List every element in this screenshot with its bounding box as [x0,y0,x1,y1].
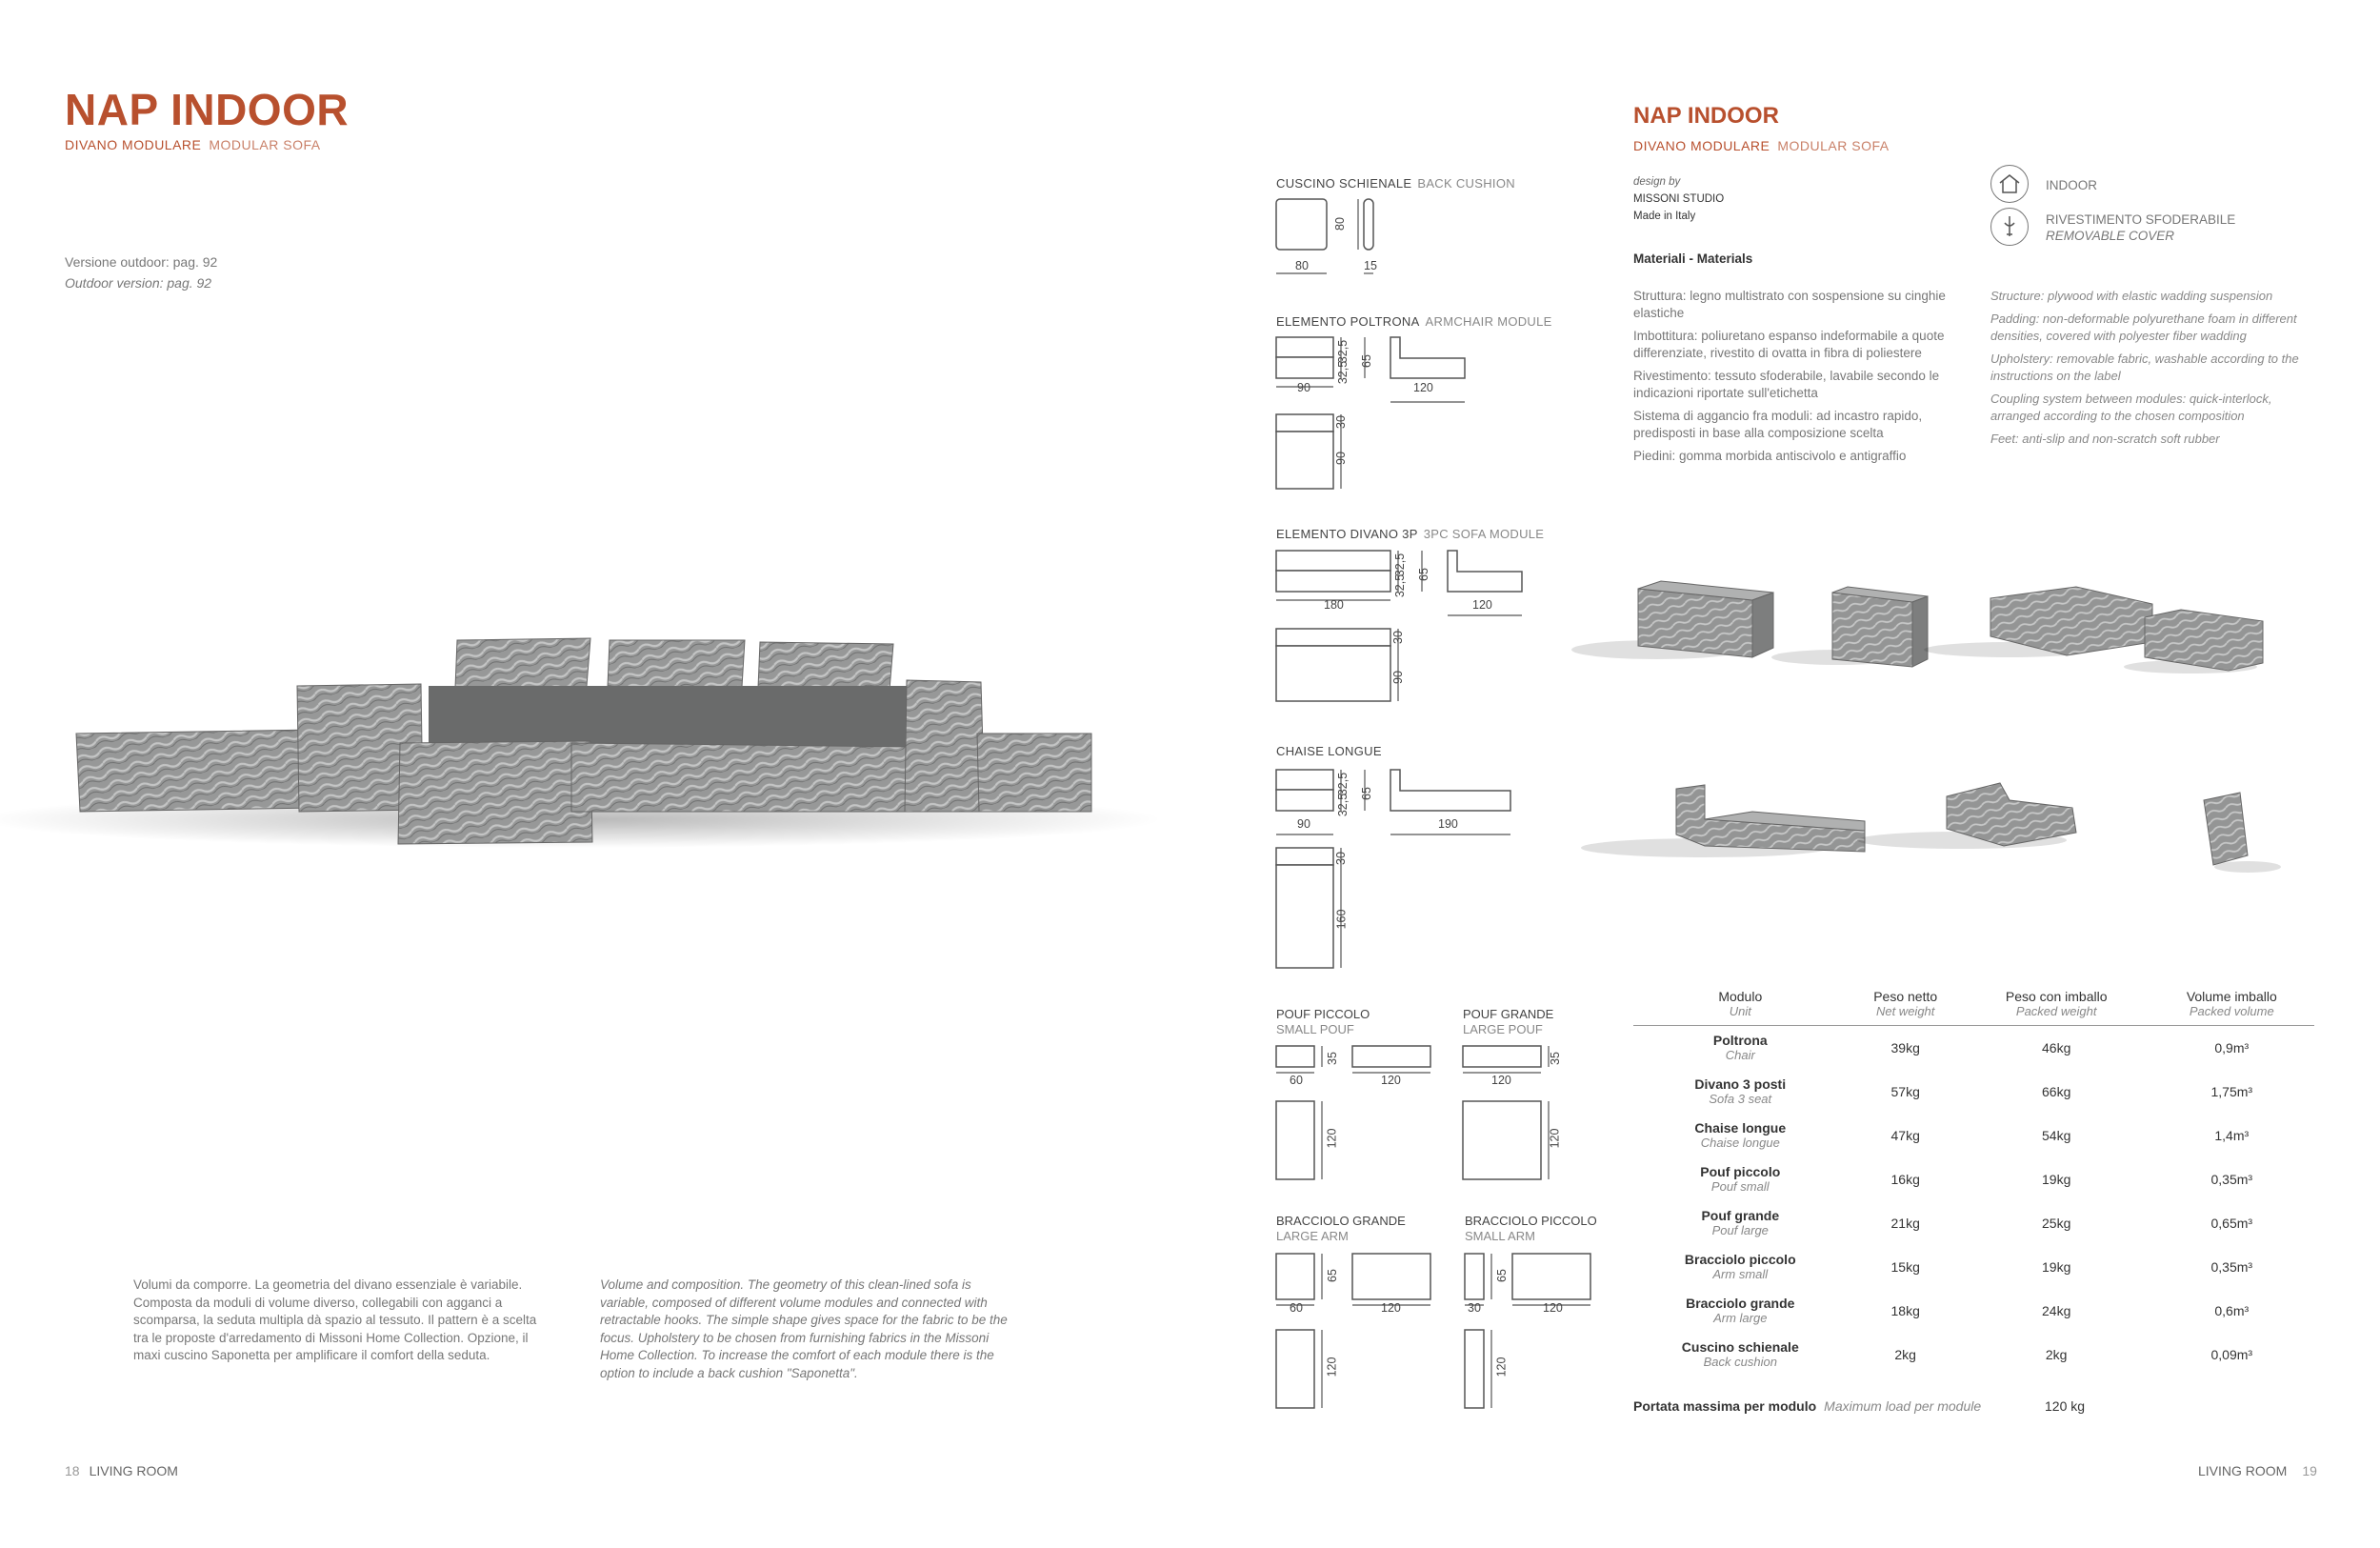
dim-label: 120 [1548,1128,1562,1149]
table-header-cell: Peso con imballo Packed weight [2005,989,2108,1018]
module-photo [1771,587,1928,667]
module-photo [1924,587,2152,657]
subtitle-en: MODULAR SOFA [209,137,321,152]
table-row: Chaise longue Chaise longue 47kg 54kg 1,4m³ [1694,1119,2250,1150]
material-item: Feet: anti-slip and non-scratch soft rubber [1990,432,2220,446]
house-icon [1990,165,2029,203]
dim-label: 30 [1390,631,1405,644]
module-photo [2204,793,2281,873]
chaise-label: CHAISE LONGUE [1276,744,1382,758]
dim-label: 32,5 [1336,339,1350,364]
description-en: Volume and composition. The geometry of this clean-lined sofa is variable, composed of different volume modules and connected with retractable hooks. The simple shape gives space for the fabric to be the focus. Upholstery to be chosen from furnishing fabrics in the Missoni Home Collection. To increase the comfort of each module there is the option to include a back cushion "Saponetta". [600,1277,1008,1380]
table-header-cell: Peso netto Net weight [1873,989,1938,1018]
table-row: Cuscino schienale Back cushion 2kg 2kg 0,09m³ [1681,1338,2253,1369]
page-subtitle [65,137,321,152]
feature-indoor: INDOOR [2046,178,2097,192]
table-row: Poltrona Chair 39kg 46kg 0,9m³ [1712,1032,2250,1062]
dim-label: 32,5 [1393,553,1408,577]
max-load [1633,1398,2086,1414]
footer-right [2198,1463,2327,1478]
arm-large-label: BRACCIOLO GRANDE LARGE ARM [1276,1214,1406,1243]
pouf-large-label: POUF GRANDE LARGE POUF [1463,1007,1554,1036]
dim-label: 30 [1333,852,1348,865]
material-item: Sistema di aggancio fra moduli: ad incastro rapido, predisposti in base alla composizione scelta [1633,409,1923,440]
credits [1633,173,1724,225]
dim-label: 190 [1438,817,1458,831]
right-page-title: NAP INDOOR [1633,103,1779,129]
material-item: Struttura: legno multistrato con sospensione su cinghie elastiche [1633,289,1946,320]
table-row: Pouf piccolo Pouf small 16kg 19kg 0,35m³ [1700,1163,2253,1194]
dim-label: 90 [1333,452,1348,465]
page-title: NAP INDOOR [65,85,350,134]
module-photos [1562,543,2324,943]
footer-left [65,1463,178,1478]
table-row: Pouf grande Pouf large 21kg 25kg 0,65m³ [1701,1207,2253,1237]
dim-label: 120 [1325,1357,1339,1377]
material-item: Padding: non-deformable polyurethane foam in different densities, covered with polyester fiber wadding [1990,312,2297,343]
arm-small-drawing [1463,1250,1596,1412]
dim-label: 35 [1325,1052,1339,1065]
designer: MISSONI STUDIO [1633,193,1725,205]
dim-label: 65 [1494,1269,1509,1282]
sofa3-label: ELEMENTO DIVANO 3P 3PC SOFA MODULE [1276,527,1545,541]
max-load-value: 120 kg [2045,1398,2086,1414]
max-load-it: Portata massima per modulo [1633,1398,1817,1414]
dim-label: 120 [1472,598,1492,612]
dim-label: 120 [1491,1074,1511,1087]
pouf-small-drawing [1274,1042,1436,1185]
dim-label: 120 [1494,1357,1509,1377]
max-load-en: Maximum load per module [1824,1398,1982,1414]
table-header-cell: Modulo Unit [1718,989,1763,1018]
section-left: LIVING ROOM [89,1463,178,1478]
dim-label: 90 [1390,671,1405,684]
table-header [1633,989,2314,1026]
feature-cover [2046,211,2235,244]
spec-table [1633,989,2314,1377]
feature-cover-en: REMOVABLE COVER [2046,229,2175,243]
material-item: Piedini: gomma morbida antiscivolo e antigraffio [1633,449,1907,463]
dim-label: 80 [1295,259,1309,272]
dim-label: 90 [1297,817,1310,831]
outdoor-note-en: Outdoor version: pag. 92 [65,275,212,291]
module-photo [1571,581,1773,659]
dim-label: 60 [1290,1074,1303,1087]
dim-label: 65 [1359,354,1373,368]
dim-label: 60 [1290,1301,1303,1315]
sofa-photo [0,286,1190,1124]
pouf-small-label: POUF PICCOLO SMALL POUF [1276,1007,1370,1036]
made-in: Made in Italy [1633,211,1696,222]
dim-label: 120 [1543,1301,1563,1315]
table-header-cell: Volume imballo Packed volume [2186,989,2277,1018]
dim-label: 32,5 [1336,793,1350,817]
material-item: Upholstery: removable fabric, washable according to the instructions on the label [1990,352,2299,383]
table-row: Divano 3 posti Sofa 3 seat 57kg 66kg 1,75m³ [1694,1076,2253,1106]
material-item: Structure: plywood with elastic wadding suspension [1990,289,2273,303]
module-photo [2124,610,2263,673]
needle-icon [1990,208,2029,246]
armchair-drawing [1274,333,1474,495]
dim-label: 120 [1381,1301,1401,1315]
materials-it [1633,288,1967,471]
section-right: LIVING ROOM [2198,1463,2288,1478]
material-item: Imbottitura: poliuretano espanso indeformabile a quote differenziate, rivestito di ovatta in fibra di poliestere [1633,329,1945,360]
dim-label: 32,5 [1336,772,1350,796]
subtitle-en: MODULAR SOFA [1777,138,1890,153]
chaise-drawing [1274,766,1522,975]
design-by-label: design by [1633,176,1681,188]
description-it: Volumi da comporre. La geometria del divano essenziale è variabile. Composta da moduli di volume diverso, collegabili con agganci a scomparsa, la seduta multipla dà spazio al tessuto. Il pattern è a scelta tra le proposte d'arredamento di Missoni Home Collection. Opzione, il maxi cuscino Saponetta per amplificare il comfort della seduta. [133,1277,537,1362]
dim-label: 30 [1333,415,1348,429]
arm-small-label: BRACCIOLO PICCOLO SMALL ARM [1465,1214,1597,1243]
subtitle-it: DIVANO MODULARE [1633,138,1770,153]
module-photo [1581,785,1865,857]
dim-label: 32,5 [1393,573,1408,598]
dim-label: 120 [1381,1074,1401,1087]
module-photo [1857,783,2076,849]
material-item: Rivestimento: tessuto sfoderabile, lavabile secondo le indicazioni riportate sull'etichetta [1633,369,1940,400]
page-number-left: 18 [65,1463,80,1478]
dim-label: 15 [1364,259,1377,272]
dim-label: 30 [1468,1301,1481,1315]
back-cushion-label: CUSCINO SCHIENALE BACK CUSHION [1276,176,1515,191]
dim-label: 80 [1332,217,1347,231]
dim-label: 32,5 [1336,360,1350,385]
dim-label: 65 [1325,1269,1339,1282]
dim-label: 160 [1334,909,1349,930]
dim-label: 90 [1297,381,1310,394]
materials-heading: Materiali - Materials [1633,251,1753,266]
page-number-right: 19 [2302,1463,2317,1478]
dim-label: 120 [1325,1128,1339,1149]
dim-label: 65 [1416,568,1430,581]
outdoor-note-it: Versione outdoor: pag. 92 [65,254,218,270]
materials-en [1990,288,2314,453]
dim-label: 35 [1548,1052,1562,1065]
dim-label: 65 [1359,787,1373,800]
right-page-subtitle [1633,138,1890,153]
table-row: Bracciolo grande Arm large 18kg 24kg 0,6m³ [1686,1295,2250,1325]
subtitle-it: DIVANO MODULARE [65,137,202,152]
dim-label: 180 [1324,598,1344,612]
feature-cover-it: RIVESTIMENTO SFODERABILE [2046,212,2236,227]
table-row: Bracciolo piccolo Arm small 15kg 19kg 0,35m³ [1684,1251,2253,1281]
arm-large-drawing [1274,1250,1436,1412]
material-item: Coupling system between modules: quick-interlock, arranged according to the chosen composition [1990,392,2272,423]
dim-label: 120 [1413,381,1433,394]
armchair-label: ELEMENTO POLTRONA ARMCHAIR MODULE [1276,314,1552,329]
